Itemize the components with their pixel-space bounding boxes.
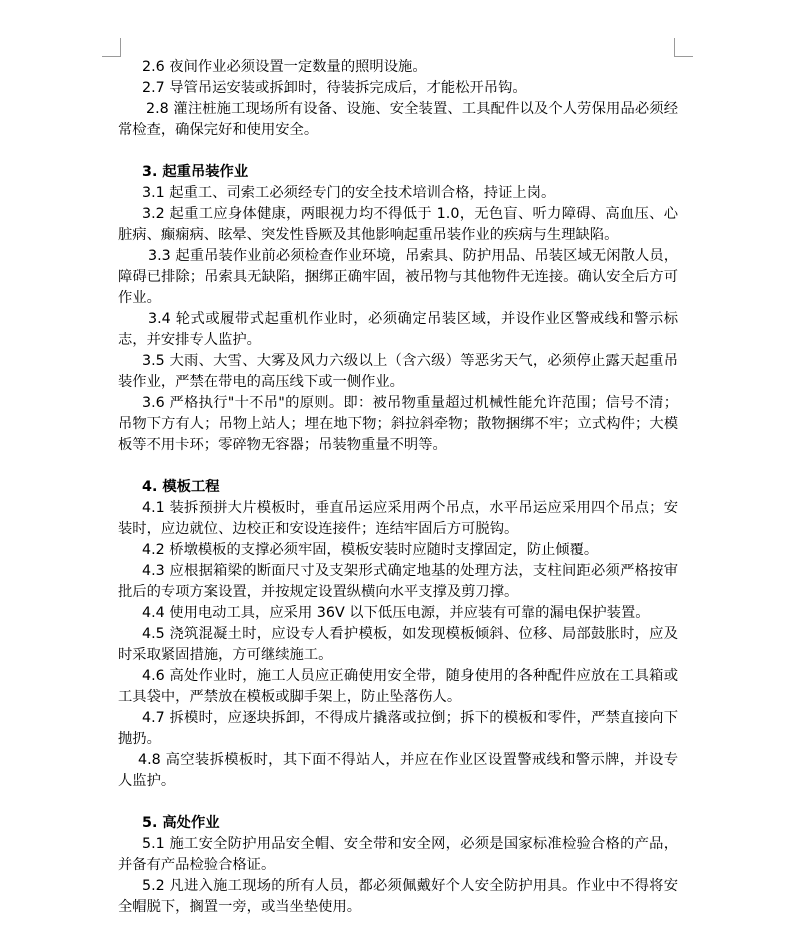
paragraph-3-5: 3.5 大雨、大雪、大雾及风力六级以上（含六级）等恶劣天气，必须停止露天起重吊装作业，严禁在带电的高压线下或一侧作业。	[118, 353, 678, 390]
paragraph-3-3: 3.3 起重吊装作业前必须检查作业环境，吊索具、防护用品、吊装区域无闲散人员，障碍已排除；吊索具无缺陷，捆绑正确牢固，被吊物与其他物件无连接。确认安全后方可作业。	[118, 248, 678, 306]
paragraph-4-7: 4.7 拆模时，应逐块拆卸，不得成片撬落或拉倒；拆下的模板和零件，严禁直接向下抛扔。	[118, 710, 678, 747]
paragraph-4-8: 4.8 高空装拆模板时，其下面不得站人，并应在作业区设置警戒线和警示牌，并设专人监护。	[118, 752, 678, 789]
paragraph-4-4: 4.4 使用电动工具，应采用 36V 以下低压电源，并应装有可靠的漏电保护装置。	[142, 605, 650, 621]
section-heading-3: 3. 起重吊装作业	[142, 164, 249, 180]
section-gap	[118, 792, 678, 813]
paragraph-3-1: 3.1 起重工、司索工必须经专门的安全技术培训合格，持证上岗。	[142, 185, 556, 201]
page-corner-mark-left	[102, 38, 121, 57]
paragraph-3-4: 3.4 轮式或履带式起重机作业时，必须确定吊装区域，并设作业区警戒线和警示标志，并安排专人监护。	[118, 311, 678, 348]
page-corner-mark-right	[674, 38, 693, 57]
paragraph-4-2: 4.2 桥墩模板的支撑必须牢固，模板安装时应随时支撑固定，防止倾覆。	[142, 542, 599, 558]
paragraph-2-6: 2.6 夜间作业必须设置一定数量的照明设施。	[142, 59, 427, 75]
paragraph-2-7: 2.7 导管吊运安装或拆卸时，待装拆完成后，才能松开吊钩。	[142, 80, 527, 96]
paragraph-3-2: 3.2 起重工应身体健康，两眼视力均不得低于 1.0，无色盲、听力障碍、高血压、心脏病、癫痫病、眩晕、突发性昏厥及其他影响起重吊装作业的疾病与生理缺陷。	[118, 206, 678, 243]
section-gap	[118, 456, 678, 477]
section-heading-5: 5. 高处作业	[142, 815, 220, 831]
paragraph-2-8: 2.8 灌注桩施工现场所有设备、设施、安全装置、工具配件以及个人劳保用品必须经常检查，确保完好和使用安全。	[118, 101, 678, 138]
paragraph-4-1: 4.1 装拆预拼大片模板时，垂直吊运应采用两个吊点，水平吊运应采用四个吊点；安装时，应边就位、边校正和安设连接件；连结牢固后方可脱钩。	[118, 500, 678, 537]
section-gap	[118, 141, 678, 162]
paragraph-5-2: 5.2 凡进入施工现场的所有人员，都必须佩戴好个人安全防护用具。作业中不得将安全帽脱下，搁置一旁，或当坐垫使用。	[118, 878, 678, 915]
document-body	[118, 57, 678, 918]
paragraph-4-3: 4.3 应根据箱梁的断面尺寸及支架形式确定地基的处理方法，支柱间距必须严格按审批后的专项方案设置，并按规定设置纵横向水平支撑及剪刀撑。	[118, 563, 678, 600]
section-heading-4: 4. 模板工程	[142, 479, 220, 495]
paragraph-5-1: 5.1 施工安全防护用品安全帽、安全带和安全网，必须是国家标准检验合格的产品，并备有产品检验合格证。	[118, 836, 678, 873]
paragraph-3-6: 3.6 严格执行"十不吊"的原则。即：被吊物重量超过机械性能允许范围；信号不清；吊物下方有人；吊物上站人；埋在地下物；斜拉斜牵物；散物捆绑不牢；立式构件；大模板等不用卡环；零碎物无容器；吊装物重量不明等。	[118, 395, 678, 453]
paragraph-4-5: 4.5 浇筑混凝土时，应设专人看护模板，如发现模板倾斜、位移、局部鼓胀时，应及时采取紧固措施，方可继续施工。	[118, 626, 678, 663]
paragraph-4-6: 4.6 高处作业时，施工人员应正确使用安全带，随身使用的各种配件应放在工具箱或工具袋中，严禁放在模板或脚手架上，防止坠落伤人。	[118, 668, 678, 705]
